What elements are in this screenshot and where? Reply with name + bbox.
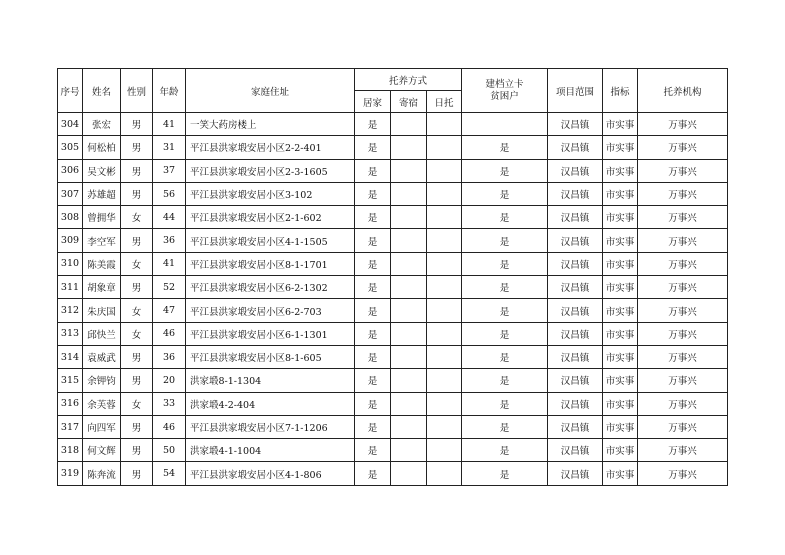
cell-org: 万事兴	[638, 462, 728, 485]
cell-care-home: 是	[355, 206, 391, 229]
cell-indicator: 市实事	[603, 136, 638, 159]
cell-care-home: 是	[355, 322, 391, 345]
cell-care-home: 是	[355, 113, 391, 136]
cell-scope: 汉昌镇	[548, 299, 603, 322]
cell-scope: 汉昌镇	[548, 252, 603, 275]
cell-care-day	[427, 136, 462, 159]
cell-seq: 308	[58, 206, 83, 229]
cell-age: 50	[153, 439, 186, 462]
cell-poverty: 是	[462, 159, 548, 182]
cell-care-board	[391, 439, 427, 462]
cell-care-home: 是	[355, 276, 391, 299]
cell-indicator: 市实事	[603, 113, 638, 136]
cell-care-board	[391, 113, 427, 136]
header-seq: 序号	[58, 69, 83, 113]
cell-gender: 男	[121, 415, 153, 438]
cell-seq: 305	[58, 136, 83, 159]
cell-care-day	[427, 159, 462, 182]
cell-address: 平江县洪家塅安居小区8-1-1701	[186, 252, 355, 275]
cell-poverty: 是	[462, 392, 548, 415]
cell-age: 41	[153, 252, 186, 275]
cell-seq: 316	[58, 392, 83, 415]
table-row	[58, 182, 728, 205]
cell-care-home: 是	[355, 392, 391, 415]
table-row	[58, 392, 728, 415]
header-scope: 项目范围	[548, 69, 603, 113]
cell-seq: 306	[58, 159, 83, 182]
cell-name: 朱庆国	[83, 299, 121, 322]
cell-org: 万事兴	[638, 369, 728, 392]
cell-age: 54	[153, 462, 186, 485]
table-row	[58, 415, 728, 438]
cell-scope: 汉昌镇	[548, 229, 603, 252]
cell-gender: 女	[121, 252, 153, 275]
cell-address: 洪家塅8-1-1304	[186, 369, 355, 392]
cell-indicator: 市实事	[603, 252, 638, 275]
header-age: 年龄	[153, 69, 186, 113]
cell-address: 洪家塅4-1-1004	[186, 439, 355, 462]
cell-scope: 汉昌镇	[548, 345, 603, 368]
table-row	[58, 276, 728, 299]
cell-gender: 女	[121, 322, 153, 345]
cell-indicator: 市实事	[603, 415, 638, 438]
cell-name: 胡象章	[83, 276, 121, 299]
cell-seq: 319	[58, 462, 83, 485]
cell-care-day	[427, 252, 462, 275]
table-row	[58, 229, 728, 252]
cell-org: 万事兴	[638, 136, 728, 159]
cell-org: 万事兴	[638, 276, 728, 299]
cell-org: 万事兴	[638, 229, 728, 252]
cell-address: 平江县洪家塅安居小区2-3-1605	[186, 159, 355, 182]
cell-poverty: 是	[462, 229, 548, 252]
cell-age: 36	[153, 345, 186, 368]
cell-poverty: 是	[462, 345, 548, 368]
cell-age: 47	[153, 299, 186, 322]
cell-care-board	[391, 392, 427, 415]
header-care-home: 居家	[355, 91, 391, 113]
cell-org: 万事兴	[638, 252, 728, 275]
cell-indicator: 市实事	[603, 206, 638, 229]
cell-indicator: 市实事	[603, 182, 638, 205]
header-care-mode: 托养方式	[355, 69, 462, 91]
cell-poverty: 是	[462, 136, 548, 159]
cell-name: 余芙蓉	[83, 392, 121, 415]
cell-scope: 汉昌镇	[548, 322, 603, 345]
cell-age: 52	[153, 276, 186, 299]
cell-poverty: 是	[462, 322, 548, 345]
cell-seq: 314	[58, 345, 83, 368]
cell-gender: 男	[121, 159, 153, 182]
cell-org: 万事兴	[638, 299, 728, 322]
cell-gender: 女	[121, 206, 153, 229]
cell-indicator: 市实事	[603, 439, 638, 462]
cell-age: 33	[153, 392, 186, 415]
cell-care-home: 是	[355, 252, 391, 275]
cell-scope: 汉昌镇	[548, 415, 603, 438]
cell-gender: 女	[121, 392, 153, 415]
cell-address: 平江县洪家塅安居小区4-1-1505	[186, 229, 355, 252]
table-row	[58, 299, 728, 322]
cell-age: 46	[153, 415, 186, 438]
cell-care-day	[427, 345, 462, 368]
header-care-board: 寄宿	[391, 91, 427, 113]
cell-care-home: 是	[355, 345, 391, 368]
cell-seq: 304	[58, 113, 83, 136]
cell-seq: 315	[58, 369, 83, 392]
cell-care-board	[391, 462, 427, 485]
cell-scope: 汉昌镇	[548, 159, 603, 182]
cell-name: 陈奔流	[83, 462, 121, 485]
cell-name: 张宏	[83, 113, 121, 136]
table-row	[58, 252, 728, 275]
cell-address: 平江县洪家塅安居小区2-1-602	[186, 206, 355, 229]
cell-care-day	[427, 462, 462, 485]
table-row	[58, 369, 728, 392]
cell-age: 46	[153, 322, 186, 345]
table-row	[58, 322, 728, 345]
cell-gender: 女	[121, 299, 153, 322]
table-row	[58, 113, 728, 136]
cell-care-day	[427, 322, 462, 345]
cell-indicator: 市实事	[603, 322, 638, 345]
cell-scope: 汉昌镇	[548, 276, 603, 299]
cell-poverty	[462, 113, 548, 136]
cell-age: 41	[153, 113, 186, 136]
cell-care-board	[391, 136, 427, 159]
cell-poverty: 是	[462, 462, 548, 485]
cell-name: 李空军	[83, 229, 121, 252]
cell-address: 平江县洪家塅安居小区2-2-401	[186, 136, 355, 159]
cell-poverty: 是	[462, 206, 548, 229]
cell-scope: 汉昌镇	[548, 369, 603, 392]
cell-name: 袁威武	[83, 345, 121, 368]
cell-scope: 汉昌镇	[548, 439, 603, 462]
cell-care-home: 是	[355, 229, 391, 252]
cell-care-board	[391, 159, 427, 182]
table-row	[58, 462, 728, 485]
cell-name: 陈美霞	[83, 252, 121, 275]
cell-seq: 307	[58, 182, 83, 205]
cell-name: 苏雄超	[83, 182, 121, 205]
cell-gender: 男	[121, 276, 153, 299]
header-poverty	[462, 69, 548, 113]
cell-care-home: 是	[355, 182, 391, 205]
cell-scope: 汉昌镇	[548, 206, 603, 229]
table-body	[58, 113, 728, 486]
cell-org: 万事兴	[638, 159, 728, 182]
cell-age: 44	[153, 206, 186, 229]
cell-poverty: 是	[462, 276, 548, 299]
cell-care-home: 是	[355, 439, 391, 462]
cell-care-board	[391, 369, 427, 392]
cell-address: 平江县洪家塅安居小区7-1-1206	[186, 415, 355, 438]
cell-care-board	[391, 206, 427, 229]
cell-care-board	[391, 415, 427, 438]
cell-care-home: 是	[355, 462, 391, 485]
cell-name: 何文辉	[83, 439, 121, 462]
cell-poverty: 是	[462, 299, 548, 322]
cell-age: 37	[153, 159, 186, 182]
cell-org: 万事兴	[638, 206, 728, 229]
cell-care-home: 是	[355, 299, 391, 322]
cell-address: 平江县洪家塅安居小区6-1-1301	[186, 322, 355, 345]
cell-age: 20	[153, 369, 186, 392]
cell-care-home: 是	[355, 369, 391, 392]
cell-care-day	[427, 206, 462, 229]
cell-poverty: 是	[462, 369, 548, 392]
cell-indicator: 市实事	[603, 462, 638, 485]
cell-gender: 男	[121, 345, 153, 368]
table-row	[58, 345, 728, 368]
cell-address: 一笑大药房楼上	[186, 113, 355, 136]
header-name: 姓名	[83, 69, 121, 113]
cell-indicator: 市实事	[603, 299, 638, 322]
table-row	[58, 159, 728, 182]
table-row	[58, 439, 728, 462]
cell-name: 何松柏	[83, 136, 121, 159]
cell-seq: 309	[58, 229, 83, 252]
cell-care-home: 是	[355, 159, 391, 182]
cell-care-board	[391, 322, 427, 345]
cell-org: 万事兴	[638, 345, 728, 368]
cell-seq: 317	[58, 415, 83, 438]
cell-gender: 男	[121, 136, 153, 159]
header-gender: 性别	[121, 69, 153, 113]
cell-name: 余钾钧	[83, 369, 121, 392]
header-address: 家庭住址	[186, 69, 355, 113]
cell-org: 万事兴	[638, 182, 728, 205]
cell-care-home: 是	[355, 415, 391, 438]
cell-care-board	[391, 299, 427, 322]
cell-care-board	[391, 276, 427, 299]
cell-org: 万事兴	[638, 392, 728, 415]
cell-org: 万事兴	[638, 439, 728, 462]
cell-care-board	[391, 229, 427, 252]
cell-address: 平江县洪家塅安居小区6-2-1302	[186, 276, 355, 299]
cell-indicator: 市实事	[603, 159, 638, 182]
cell-care-day	[427, 369, 462, 392]
cell-indicator: 市实事	[603, 345, 638, 368]
cell-care-day	[427, 392, 462, 415]
cell-name: 邱快兰	[83, 322, 121, 345]
cell-scope: 汉昌镇	[548, 392, 603, 415]
cell-name: 吴文彬	[83, 159, 121, 182]
cell-care-home: 是	[355, 136, 391, 159]
table-row	[58, 206, 728, 229]
cell-gender: 男	[121, 439, 153, 462]
cell-gender: 男	[121, 182, 153, 205]
cell-indicator: 市实事	[603, 392, 638, 415]
cell-care-day	[427, 229, 462, 252]
cell-care-board	[391, 345, 427, 368]
header-poverty-line1: 建档立卡	[485, 78, 524, 90]
cell-seq: 310	[58, 252, 83, 275]
cell-indicator: 市实事	[603, 229, 638, 252]
cell-org: 万事兴	[638, 113, 728, 136]
cell-poverty: 是	[462, 439, 548, 462]
cell-name: 向四军	[83, 415, 121, 438]
header-org: 托养机构	[638, 69, 728, 113]
cell-indicator: 市实事	[603, 276, 638, 299]
cell-address: 平江县洪家塅安居小区8-1-605	[186, 345, 355, 368]
cell-care-day	[427, 415, 462, 438]
cell-seq: 318	[58, 439, 83, 462]
cell-age: 56	[153, 182, 186, 205]
cell-care-day	[427, 299, 462, 322]
cell-gender: 男	[121, 369, 153, 392]
cell-scope: 汉昌镇	[548, 113, 603, 136]
cell-org: 万事兴	[638, 415, 728, 438]
cell-poverty: 是	[462, 252, 548, 275]
table-header	[58, 69, 728, 113]
cell-gender: 男	[121, 113, 153, 136]
cell-address: 洪家塅4-2-404	[186, 392, 355, 415]
cell-scope: 汉昌镇	[548, 462, 603, 485]
cell-org: 万事兴	[638, 322, 728, 345]
care-roster-table	[57, 68, 728, 486]
cell-care-day	[427, 439, 462, 462]
table-row	[58, 136, 728, 159]
cell-care-board	[391, 252, 427, 275]
cell-address: 平江县洪家塅安居小区6-2-703	[186, 299, 355, 322]
header-care-day: 日托	[427, 91, 462, 113]
cell-address: 平江县洪家塅安居小区4-1-806	[186, 462, 355, 485]
cell-care-day	[427, 182, 462, 205]
cell-care-board	[391, 182, 427, 205]
cell-age: 31	[153, 136, 186, 159]
header-poverty-line2: 贫困户	[490, 90, 519, 102]
cell-age: 36	[153, 229, 186, 252]
cell-poverty: 是	[462, 182, 548, 205]
header-indicator: 指标	[603, 69, 638, 113]
cell-care-day	[427, 276, 462, 299]
cell-poverty: 是	[462, 415, 548, 438]
cell-indicator: 市实事	[603, 369, 638, 392]
cell-seq: 311	[58, 276, 83, 299]
cell-seq: 312	[58, 299, 83, 322]
cell-scope: 汉昌镇	[548, 136, 603, 159]
cell-gender: 男	[121, 462, 153, 485]
cell-care-day	[427, 113, 462, 136]
cell-scope: 汉昌镇	[548, 182, 603, 205]
cell-name: 曾拥华	[83, 206, 121, 229]
cell-seq: 313	[58, 322, 83, 345]
cell-address: 平江县洪家塅安居小区3-102	[186, 182, 355, 205]
cell-gender: 男	[121, 229, 153, 252]
